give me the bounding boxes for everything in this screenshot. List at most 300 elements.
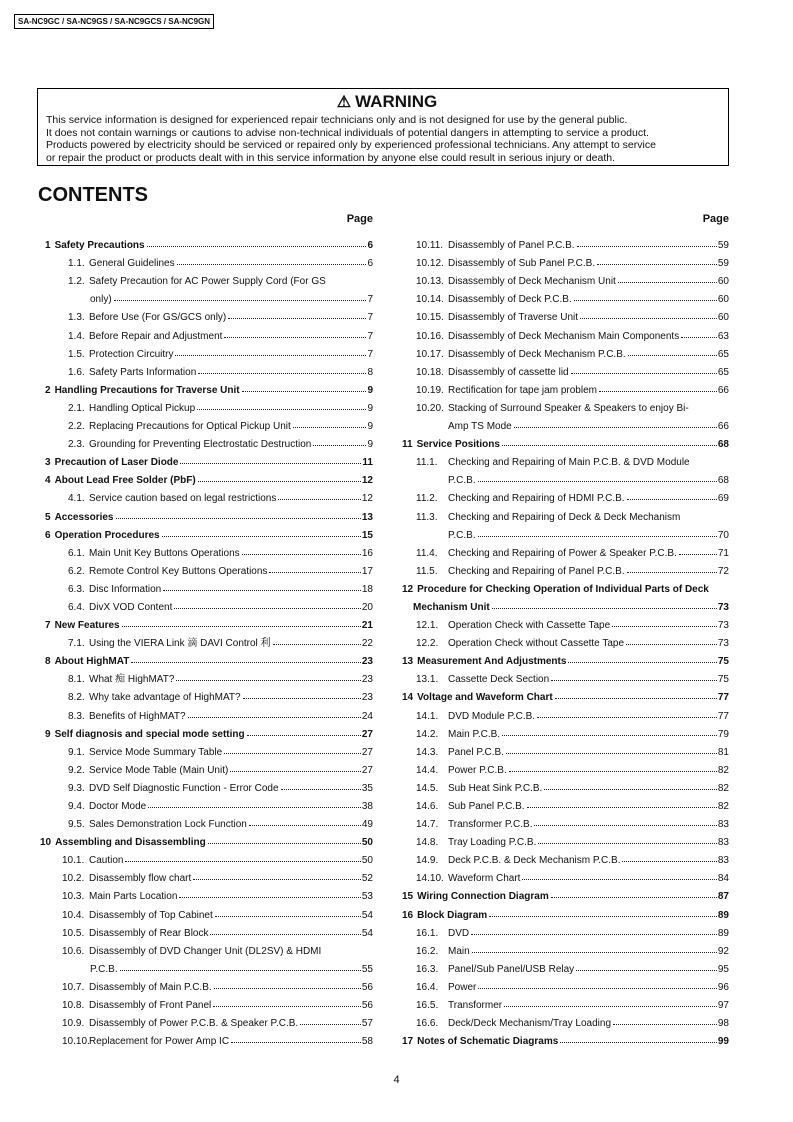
toc-entry[interactable]	[397, 1029, 729, 1047]
toc-entry-number: 8.3.	[68, 710, 85, 722]
dot-leader	[681, 337, 717, 338]
toc-entry-number: 16	[402, 909, 414, 921]
dot-leader	[628, 355, 717, 356]
toc-entry-number: 10.16.	[416, 330, 444, 342]
toc-entry-number: 1.4.	[68, 330, 85, 342]
toc-entry-page: 9	[367, 421, 373, 433]
dot-leader	[243, 698, 361, 699]
dot-leader	[527, 807, 717, 808]
toc-entry[interactable]	[397, 342, 729, 360]
toc-entry-label: DVD	[448, 927, 470, 939]
dot-leader	[208, 843, 361, 844]
dot-leader	[210, 934, 360, 935]
dot-leader	[198, 481, 361, 482]
toc-entry-label: Why take advantage of HighMAT?	[89, 692, 241, 704]
toc-entry-number: 9.3.	[68, 782, 85, 794]
toc-entry[interactable]	[40, 504, 373, 522]
toc-entry[interactable]	[397, 812, 729, 830]
toc-entry-page: 9	[367, 439, 373, 451]
toc-entry-number: 12.2.	[416, 638, 439, 650]
toc-entry-label: Before Use (For GS/GCS only)	[89, 312, 227, 324]
toc-entry-number: 16.5.	[416, 1000, 439, 1012]
toc-entry[interactable]	[40, 323, 373, 341]
toc-entry-number: 12	[402, 583, 414, 595]
toc-entry-page: 84	[717, 873, 729, 885]
toc-entry-page: 66	[717, 384, 729, 396]
toc-entry-label: Deck P.C.B. & Deck Mechanism P.C.B.	[448, 855, 621, 867]
toc-entry-label: Accessories	[54, 511, 114, 523]
toc-entry-number: 7	[45, 620, 51, 632]
toc-entry-page: 38	[361, 801, 373, 812]
toc-entry-number: 11.2.	[416, 493, 438, 505]
toc-entry[interactable]	[397, 758, 729, 776]
toc-entry[interactable]	[397, 776, 729, 794]
toc-entry[interactable]	[397, 902, 729, 920]
dot-leader	[492, 608, 717, 609]
toc-entry[interactable]	[397, 921, 729, 939]
dot-leader	[281, 789, 361, 790]
dot-leader	[537, 717, 717, 718]
dot-leader	[538, 843, 716, 844]
toc-entry-label: P.C.B.	[448, 529, 476, 541]
toc-entry[interactable]	[397, 631, 729, 649]
toc-entry-number: 16.2.	[416, 945, 439, 957]
toc-entry[interactable]	[40, 360, 373, 378]
dot-leader	[568, 662, 716, 663]
toc-entry-page: 24	[361, 710, 373, 722]
dot-leader	[176, 680, 360, 681]
toc-entry-label: Disassembly of Sub Panel P.C.B.	[448, 258, 596, 270]
toc-entry-number: 10.17.	[416, 348, 444, 360]
toc-entry[interactable]	[397, 649, 729, 667]
toc-entry[interactable]	[40, 939, 373, 957]
toc-entry[interactable]	[397, 450, 729, 468]
toc-entry[interactable]	[397, 577, 729, 595]
toc-entry-label: P.C.B.	[448, 475, 476, 487]
dot-leader	[230, 771, 361, 772]
toc-entry[interactable]	[397, 975, 729, 993]
toc-entry-page: 49	[361, 819, 373, 831]
toc-entry-label: Amp TS Mode	[448, 421, 512, 433]
toc-entry[interactable]	[397, 866, 729, 884]
toc-entry[interactable]	[397, 685, 729, 703]
toc-entry-label: Tray Loading P.C.B.	[448, 837, 537, 849]
toc-entry-number: 6.4.	[68, 601, 85, 613]
toc-entry-page: 13	[361, 511, 373, 523]
dot-leader	[478, 536, 717, 537]
toc-entry-number: 9.1.	[68, 746, 85, 758]
warning-triangle-icon: ⚠	[336, 94, 352, 111]
toc-entry[interactable]	[397, 269, 729, 287]
toc-entry[interactable]	[397, 486, 729, 504]
toc-entry[interactable]	[397, 613, 729, 631]
toc-entry-label: About HighMAT	[54, 656, 130, 668]
toc-entry[interactable]	[40, 993, 373, 1011]
page-column-header: Page	[346, 213, 373, 225]
toc-entry[interactable]	[397, 740, 729, 758]
warning-line: or repair the product or products dealt with in this service information by anyone else could result in serious injury or death.	[46, 151, 616, 164]
dot-leader	[544, 789, 717, 790]
toc-entry-number: 10.3.	[62, 891, 85, 903]
toc-entry[interactable]	[40, 486, 373, 504]
dot-leader	[116, 518, 361, 519]
toc-entry[interactable]	[397, 323, 729, 341]
toc-entry-page: 97	[717, 1000, 729, 1012]
dot-leader	[679, 554, 717, 555]
toc-entry-page: 59	[717, 240, 729, 252]
toc-entry[interactable]	[40, 1029, 373, 1047]
toc-entry-label: Safety Parts Information	[89, 366, 197, 378]
toc-entry[interactable]	[40, 233, 373, 251]
toc-entry-page: 7	[367, 294, 373, 306]
toc-entry-page: 27	[361, 728, 373, 740]
toc-entry-number: 1.6.	[68, 366, 85, 378]
toc-entry-page: 82	[717, 801, 729, 812]
toc-entry-label: Cassette Deck Section	[448, 674, 550, 686]
toc-entry[interactable]	[40, 305, 373, 323]
toc-entry-label: Disassembly of Deck Mechanism Main Components	[448, 330, 680, 342]
toc-entry[interactable]	[40, 975, 373, 993]
toc-entry-number: 16.6.	[416, 1018, 439, 1030]
toc-entry[interactable]	[397, 794, 729, 812]
toc-entry-label: DVD Module P.C.B.	[448, 710, 536, 722]
toc-entry-page: 96	[717, 981, 729, 993]
toc-entry[interactable]	[40, 378, 373, 396]
toc-entry-page: 23	[361, 674, 373, 686]
toc-entry[interactable]	[397, 233, 729, 251]
toc-entry[interactable]	[40, 884, 373, 902]
toc-entry-number: 14.3.	[416, 746, 439, 758]
toc-entry[interactable]	[397, 595, 729, 613]
toc-entry[interactable]	[40, 450, 373, 468]
dot-leader	[120, 970, 361, 971]
toc-entry-number: 12.1.	[416, 620, 439, 632]
toc-entry-label: Block Diagram	[417, 909, 488, 921]
toc-entry[interactable]	[40, 649, 373, 667]
toc-entry-page: 54	[361, 927, 373, 939]
toc-entry-label: Assembling and Disassembling	[55, 837, 206, 849]
toc-entry-label: Panel/Sub Panel/USB Relay	[448, 963, 575, 975]
toc-entry[interactable]	[397, 939, 729, 957]
toc-entry-page: 77	[717, 710, 729, 722]
toc-entry-label: Self diagnosis and special mode setting	[54, 728, 245, 740]
toc-entry[interactable]	[397, 993, 729, 1011]
dot-leader	[278, 499, 361, 500]
dot-leader	[180, 463, 361, 464]
toc-entry[interactable]	[40, 722, 373, 740]
toc-entry-number: 14.8.	[416, 837, 439, 849]
toc-entry-number: 10.2.	[62, 873, 85, 885]
toc-entry[interactable]	[397, 504, 729, 522]
dot-leader	[122, 626, 361, 627]
toc-entry-number: 10.14.	[416, 294, 444, 306]
toc-entry-number: 5	[45, 511, 51, 523]
toc-entry[interactable]	[40, 342, 373, 360]
toc-entry-page: 63	[717, 330, 729, 342]
toc-entry[interactable]	[40, 577, 373, 595]
toc-entry-page: 50	[361, 837, 373, 849]
toc-entry-page: 50	[361, 855, 373, 867]
toc-entry[interactable]	[397, 378, 729, 396]
toc-entry[interactable]	[40, 830, 373, 848]
toc-entry-label: Procedure for Checking Operation of Individual Parts of Deck	[417, 583, 709, 595]
toc-entry-page: 12	[361, 475, 373, 487]
toc-entry[interactable]	[397, 957, 729, 975]
toc-entry[interactable]	[397, 287, 729, 305]
toc-entry-number: 11.1.	[416, 457, 438, 469]
dot-leader	[293, 427, 367, 428]
toc-left-column	[40, 212, 373, 1047]
toc-entry-number: 14.9.	[416, 855, 439, 867]
toc-entry-page: 7	[367, 348, 373, 360]
dot-leader	[489, 916, 717, 917]
dot-leader	[471, 934, 717, 935]
toc-entry-label: New Features	[54, 620, 120, 632]
toc-entry-label: Disassembly of Deck P.C.B.	[448, 294, 572, 306]
toc-entry-page: 53	[361, 891, 373, 903]
toc-entry-label: Stacking of Surround Speaker & Speakers to enjoy Bi-	[448, 402, 689, 414]
toc-entry[interactable]	[397, 360, 729, 378]
toc-entry[interactable]	[397, 848, 729, 866]
dot-leader	[242, 554, 361, 555]
dot-leader	[163, 590, 361, 591]
toc-entry-number: 1.1.	[68, 258, 85, 270]
toc-entry-label: Caution	[89, 855, 124, 867]
toc-entry-number: 6.3.	[68, 583, 85, 595]
dot-leader	[224, 337, 366, 338]
toc-entry-page: 82	[717, 764, 729, 776]
toc-entry[interactable]	[397, 559, 729, 577]
toc-entry-number: 16.3.	[416, 963, 439, 975]
toc-entry-label: Disc Information	[89, 583, 162, 595]
toc-entry-label: Main Parts Location	[89, 891, 178, 903]
dot-leader	[576, 970, 717, 971]
toc-entry-label: Replacement for Power Amp IC	[89, 1036, 230, 1048]
toc-entry-page: 9	[367, 384, 373, 396]
toc-entry-label: Handling Precautions for Traverse Unit	[54, 384, 240, 396]
toc-entry[interactable]	[40, 794, 373, 812]
toc-entry[interactable]	[40, 396, 373, 414]
dot-leader	[627, 572, 717, 573]
toc-entry-label: Safety Precautions	[54, 240, 145, 252]
toc-entry-label: Sub Heat Sink P.C.B.	[448, 782, 543, 794]
dot-leader	[478, 988, 717, 989]
dot-leader	[224, 753, 361, 754]
toc-entry[interactable]	[397, 722, 729, 740]
toc-entry-label: Service caution based on legal restrictions	[89, 493, 277, 505]
toc-entry-page: 83	[717, 855, 729, 867]
toc-entry[interactable]	[40, 758, 373, 776]
dot-leader	[534, 825, 716, 826]
dot-leader	[193, 879, 361, 880]
dot-leader	[577, 246, 717, 247]
toc-entry-label: Checking and Repairing of Main P.C.B. & DVD Module	[448, 457, 690, 469]
toc-entry[interactable]	[397, 414, 729, 432]
dot-leader	[213, 1006, 361, 1007]
toc-entry[interactable]	[40, 812, 373, 830]
warning-line: This service information is designed for experienced repair technicians only and is not designed for use by the general public.	[46, 114, 628, 126]
toc-entry-number: 4.1.	[68, 493, 85, 505]
toc-entry[interactable]	[397, 884, 729, 902]
toc-entry[interactable]	[397, 1011, 729, 1029]
toc-entry-page: 52	[361, 873, 373, 885]
toc-entry-page: 72	[717, 565, 729, 577]
toc-entry-page: 68	[717, 475, 729, 487]
dot-leader	[522, 879, 716, 880]
dot-leader	[504, 1006, 717, 1007]
toc-entry[interactable]	[40, 776, 373, 794]
toc-entry-label: Notes of Schematic Diagrams	[417, 1036, 559, 1048]
toc-entry-page: 17	[361, 565, 373, 577]
toc-entry[interactable]	[397, 703, 729, 721]
toc-entry-number: 14.6.	[416, 801, 439, 812]
toc-entry-number: 1.5.	[68, 348, 85, 360]
dot-leader	[514, 427, 717, 428]
toc-entry[interactable]	[40, 251, 373, 269]
toc-entry-number: 10.11.	[416, 240, 444, 252]
dot-leader	[188, 717, 361, 718]
dot-leader	[177, 264, 367, 265]
toc-entry-number: 14	[402, 692, 414, 704]
toc-entry-number: 14.7.	[416, 819, 439, 831]
toc-entry-number: 11	[402, 439, 413, 451]
toc-entry[interactable]	[397, 251, 729, 269]
toc-entry-page: 83	[717, 819, 729, 831]
toc-entry-page: 58	[361, 1036, 373, 1048]
toc-entry-label: Disassembly of Deck Mechanism Unit	[448, 276, 616, 288]
toc-entry[interactable]	[397, 305, 729, 323]
toc-entry[interactable]	[397, 667, 729, 685]
toc-entry[interactable]	[397, 432, 729, 450]
toc-entry-number: 2	[45, 384, 51, 396]
toc-entry-page: 98	[717, 1018, 729, 1030]
toc-entry[interactable]	[40, 848, 373, 866]
toc-entry-label: Operation Check without Cassette Tape	[448, 638, 625, 650]
toc-entry-number: 9.5.	[68, 819, 85, 831]
contents-title: CONTENTS	[38, 184, 148, 206]
toc-entry[interactable]	[40, 667, 373, 685]
dot-leader	[179, 897, 360, 898]
toc-entry-number: 1.2.	[68, 276, 85, 288]
dot-leader	[506, 753, 717, 754]
toc-entry-page: 20	[361, 601, 373, 613]
toc-entry[interactable]	[40, 1011, 373, 1029]
toc-entry[interactable]	[397, 468, 729, 486]
toc-entry[interactable]	[40, 523, 373, 541]
toc-entry-number: 6	[45, 529, 51, 541]
toc-entry-page: 6	[367, 258, 373, 270]
toc-entry-page: 99	[717, 1036, 729, 1048]
dot-leader	[622, 861, 716, 862]
toc-entry[interactable]	[40, 269, 373, 287]
toc-entry-label: Disassembly flow chart	[89, 873, 192, 885]
dot-leader	[228, 318, 366, 319]
dot-leader	[214, 988, 361, 989]
dot-leader	[597, 264, 717, 265]
toc-entry-page: 16	[361, 547, 373, 559]
toc-entry[interactable]	[40, 468, 373, 486]
toc-entry[interactable]	[397, 523, 729, 541]
toc-entry-number: 14.2.	[416, 728, 439, 740]
toc-entry-label: Disassembly of cassette lid	[448, 366, 569, 378]
toc-entry-number: 10	[40, 837, 52, 849]
toc-entry-label: Before Repair and Adjustment	[89, 330, 223, 342]
toc-entry[interactable]	[40, 866, 373, 884]
toc-entry-page: 68	[717, 439, 729, 451]
toc-entry[interactable]	[40, 541, 373, 559]
toc-entry-number: 10.1.	[62, 855, 85, 867]
toc-entry-page: 75	[717, 656, 729, 668]
dot-leader	[560, 1042, 717, 1043]
dot-leader	[131, 662, 361, 663]
toc-entry[interactable]	[40, 703, 373, 721]
toc-entry[interactable]	[40, 957, 373, 975]
toc-entry-label: Wiring Connection Diagram	[417, 891, 549, 903]
toc-entry-page: 6	[367, 240, 373, 252]
toc-entry[interactable]	[397, 396, 729, 414]
toc-entry-label: Sales Demonstration Lock Function	[89, 819, 247, 831]
toc-entry[interactable]	[397, 541, 729, 559]
toc-right-column	[397, 212, 729, 1047]
toc-entry-label: Operation Check with Cassette Tape	[448, 620, 611, 632]
toc-entry-number: 13	[402, 656, 414, 668]
toc-entry-label: only)	[90, 294, 112, 306]
toc-entry[interactable]	[40, 631, 373, 649]
dot-leader	[215, 916, 361, 917]
toc-entry-page: 66	[717, 421, 729, 433]
toc-entry-number: 17	[402, 1036, 414, 1048]
toc-entry-label: Panel P.C.B.	[448, 746, 504, 758]
toc-entry-page: 89	[717, 909, 729, 921]
toc-entry-label: Remote Control Key Buttons Operations	[89, 565, 268, 577]
toc-entry-page: 73	[717, 638, 729, 650]
toc-entry-page: 60	[717, 276, 729, 288]
toc-entry[interactable]	[397, 830, 729, 848]
toc-entry[interactable]	[40, 287, 373, 305]
toc-entry-number: 10.18.	[416, 366, 444, 378]
toc-entry-number: 1.3.	[68, 312, 85, 324]
toc-entry[interactable]	[40, 740, 373, 758]
toc-entry-label: Disassembly of DVD Changer Unit (DL2SV) & HDMI	[89, 945, 322, 957]
toc-entry[interactable]	[40, 559, 373, 577]
toc-entry[interactable]	[40, 685, 373, 703]
toc-entry-number: 10.4.	[62, 909, 85, 921]
toc-entry-number: 10.6.	[62, 945, 85, 957]
toc-entry[interactable]	[40, 414, 373, 432]
toc-entry-number: 15	[402, 891, 414, 903]
toc-entry-label: Checking and Repairing of Panel P.C.B.	[448, 565, 625, 577]
warning-heading	[46, 91, 728, 114]
toc-entry-page: 56	[361, 981, 373, 993]
toc-entry[interactable]	[40, 902, 373, 920]
toc-entry-label: Voltage and Waveform Chart	[417, 692, 553, 704]
toc-entry[interactable]	[40, 595, 373, 613]
toc-entry-number: 11.3.	[416, 511, 438, 523]
toc-entry[interactable]	[40, 921, 373, 939]
toc-entry-number: 10.8.	[62, 1000, 85, 1012]
toc-entry[interactable]	[40, 432, 373, 450]
toc-entry-label: Waveform Chart	[448, 873, 521, 885]
dot-leader	[148, 807, 361, 808]
toc-entry-label: Disassembly of Rear Block	[89, 927, 209, 939]
toc-entry[interactable]	[40, 613, 373, 631]
toc-entry-page: 11	[362, 457, 373, 469]
toc-entry-number: 10.10.	[62, 1036, 90, 1048]
toc-entry-page: 23	[361, 692, 373, 704]
toc-entry-page: 89	[717, 927, 729, 939]
toc-entry-label: P.C.B.	[90, 963, 118, 975]
toc-entry-page: 82	[717, 782, 729, 794]
